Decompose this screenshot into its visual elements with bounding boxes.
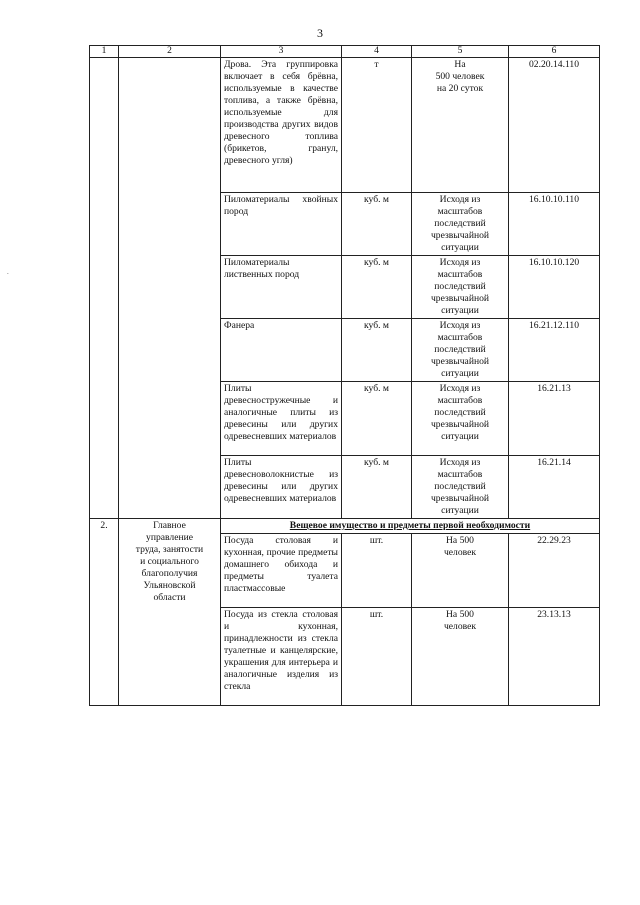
margin-mark: . <box>7 268 9 276</box>
item-unit: куб. м <box>342 193 412 256</box>
item-name: Плиты древесностружечные и аналогичные плиты из древесины или других одревесневших материалов <box>221 382 342 456</box>
header-col-1: 1 <box>90 46 119 58</box>
item-unit: куб. м <box>342 382 412 456</box>
item-name: Фанера <box>221 319 342 382</box>
header-row <box>90 46 600 58</box>
item-name: Посуда из стекла столовая и кухонная, принадлежности из стекла туалетные и канцелярские, украшения для интерьера и аналогичные изделия из стекла <box>221 608 342 706</box>
section-title: Вещевое имущество и предметы первой необходимости <box>221 519 600 534</box>
item-unit: т <box>342 58 412 193</box>
item-unit: куб. м <box>342 256 412 319</box>
item-name: Плиты древесноволокнистые из древесины или других одревесневших материалов <box>221 456 342 519</box>
item-name: Пиломатериалы хвойных пород <box>221 193 342 256</box>
item-quantity: Исходя из масштабов последствий чрезвычайной ситуации <box>412 319 509 382</box>
header-col-6: 6 <box>509 46 600 58</box>
entry-number: 2. <box>90 519 119 706</box>
header-col-3: 3 <box>221 46 342 58</box>
item-code: 16.21.14 <box>509 456 600 519</box>
page-number: 3 <box>317 26 323 40</box>
item-quantity: Исходя из масштабов последствий чрезвычайной ситуации <box>412 193 509 256</box>
table-row <box>90 58 600 193</box>
item-unit: куб. м <box>342 319 412 382</box>
header-col-4: 4 <box>342 46 412 58</box>
item-name: Пиломатериалы лиственных пород <box>221 256 342 319</box>
item-code: 02.20.14.110 <box>509 58 600 193</box>
item-unit: шт. <box>342 608 412 706</box>
item-code: 16.10.10.110 <box>509 193 600 256</box>
item-name: Дрова. Эта группировка включает в себя брёвна, используемые в качестве топлива, а также брёвна, используемые для производства других видов древесного топлива (брикетов, гранул, древесного угля) <box>221 58 342 193</box>
organization-cell-continued <box>119 58 221 519</box>
item-quantity: На 500 человек <box>412 534 509 608</box>
item-name: Посуда столовая и кухонная, прочие предметы домашнего обихода и предметы туалета пластмассовые <box>221 534 342 608</box>
section-row <box>90 519 600 534</box>
item-code: 16.10.10.120 <box>509 256 600 319</box>
number-cell-continued <box>90 58 119 519</box>
item-code: 16.21.13 <box>509 382 600 456</box>
item-code: 23.13.13 <box>509 608 600 706</box>
item-quantity: На 500 человек <box>412 608 509 706</box>
item-code: 16.21.12.110 <box>509 319 600 382</box>
organization-cell: Главное управление труда, занятости и социального благополучия Ульяновской области <box>119 519 221 706</box>
item-code: 22.29.23 <box>509 534 600 608</box>
header-col-2: 2 <box>119 46 221 58</box>
item-unit: шт. <box>342 534 412 608</box>
item-quantity: Исходя из масштабов последствий чрезвычайной ситуации <box>412 456 509 519</box>
item-unit: куб. м <box>342 456 412 519</box>
item-quantity: Исходя из масштабов последствий чрезвычайной ситуации <box>412 382 509 456</box>
item-quantity: Исходя из масштабов последствий чрезвычайной ситуации <box>412 256 509 319</box>
item-quantity: На 500 человек на 20 суток <box>412 58 509 193</box>
resources-table <box>89 45 600 706</box>
header-col-5: 5 <box>412 46 509 58</box>
